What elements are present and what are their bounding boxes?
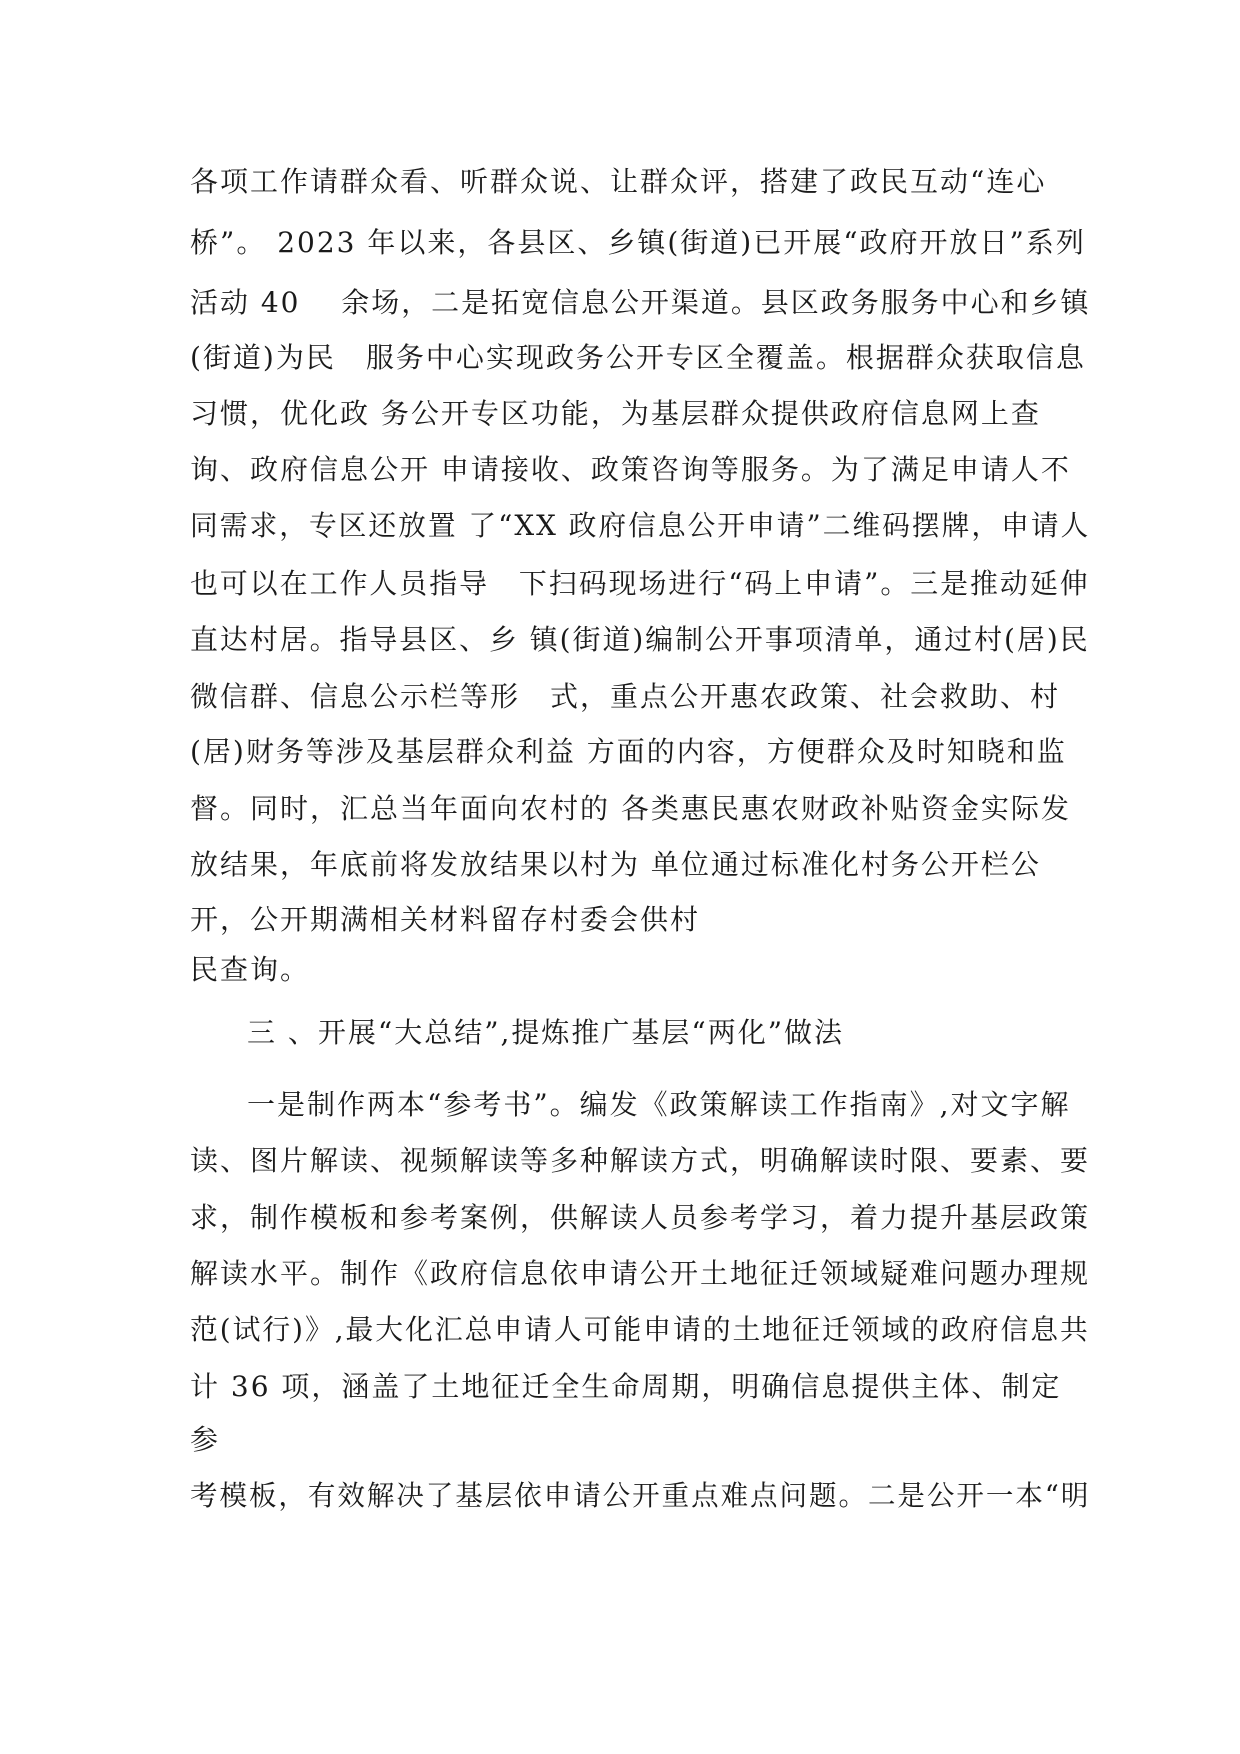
text-line: (居)财务等涉及基层群众利益 方面的内容，方便群众及时知晓和监 (190, 735, 1067, 768)
text-line: 同需求，专区还放置 了“XX 政府信息公开申请”二维码摆牌，申请人 (190, 509, 1091, 542)
text-line: 习惯，优化政 务公开专区功能，为基层群众提供政府信息网上查 (190, 397, 1041, 430)
text-line: 范(试行)》,最大化汇总申请人可能申请的土地征迁领域的政府信息共 (190, 1313, 1090, 1346)
text-line: 计 36 项，涵盖了土地征迁全生命周期，明确信息提供主体、制定 (190, 1370, 1062, 1403)
text-line: 读、图片解读、视频解读等多种解读方式，明确解读时限、要素、要 (190, 1144, 1091, 1177)
text-line: 活动 40 余场，二是拓宽信息公开渠道。县区政务服务中心和乡镇 (190, 286, 1091, 319)
text-line: 参 (190, 1423, 221, 1456)
text-line: 也可以在工作人员指导 下扫码现场进行“码上申请”。三是推动延伸 (190, 567, 1090, 600)
text-line: 桥”。 2023 年以来，各县区、乡镇(街道)已开展“政府开放日”系列 (190, 226, 1086, 259)
section-heading: 三 、开展“大总结”,提炼推广基层“两化”做法 (247, 1016, 845, 1049)
text-line: 放结果，年底前将发放结果以村为 单位通过标准化村务公开栏公 (190, 848, 1041, 881)
text-line: 民查询。 (190, 953, 311, 986)
text-line: 一是制作两本“参考书”。编发《政策解读工作指南》,对文字解 (247, 1088, 1071, 1121)
text-line: 直达村居。指导县区、乡 镇(街道)编制公开事项清单，通过村(居)民 (190, 623, 1090, 656)
text-line: 求，制作模板和参考案例，供解读人员参考学习，着力提升基层政策 (190, 1201, 1091, 1234)
text-line: 督。同时，汇总当年面向农村的 各类惠民惠农财政补贴资金实际发 (190, 792, 1071, 825)
text-line: 开，公开期满相关材料留存村委会供村 (190, 903, 701, 936)
text-line: 各项工作请群众看、听群众说、让群众评，搭建了政民互动“连心 (190, 165, 1047, 198)
text-line: 询、政府信息公开 申请接收、政策咨询等服务。为了满足申请人不 (190, 453, 1071, 486)
text-line: (街道)为民 服务中心实现政务公开专区全覆盖。根据群众获取信息 (190, 341, 1086, 374)
text-line: 考模板，有效解决了基层依申请公开重点难点问题。二是公开一本“明 (190, 1479, 1091, 1512)
text-line: 微信群、信息公示栏等形 式，重点公开惠农政策、社会救助、村 (190, 680, 1061, 713)
text-line: 解读水平。制作《政府信息依申请公开土地征迁领域疑难问题办理规 (190, 1257, 1091, 1290)
